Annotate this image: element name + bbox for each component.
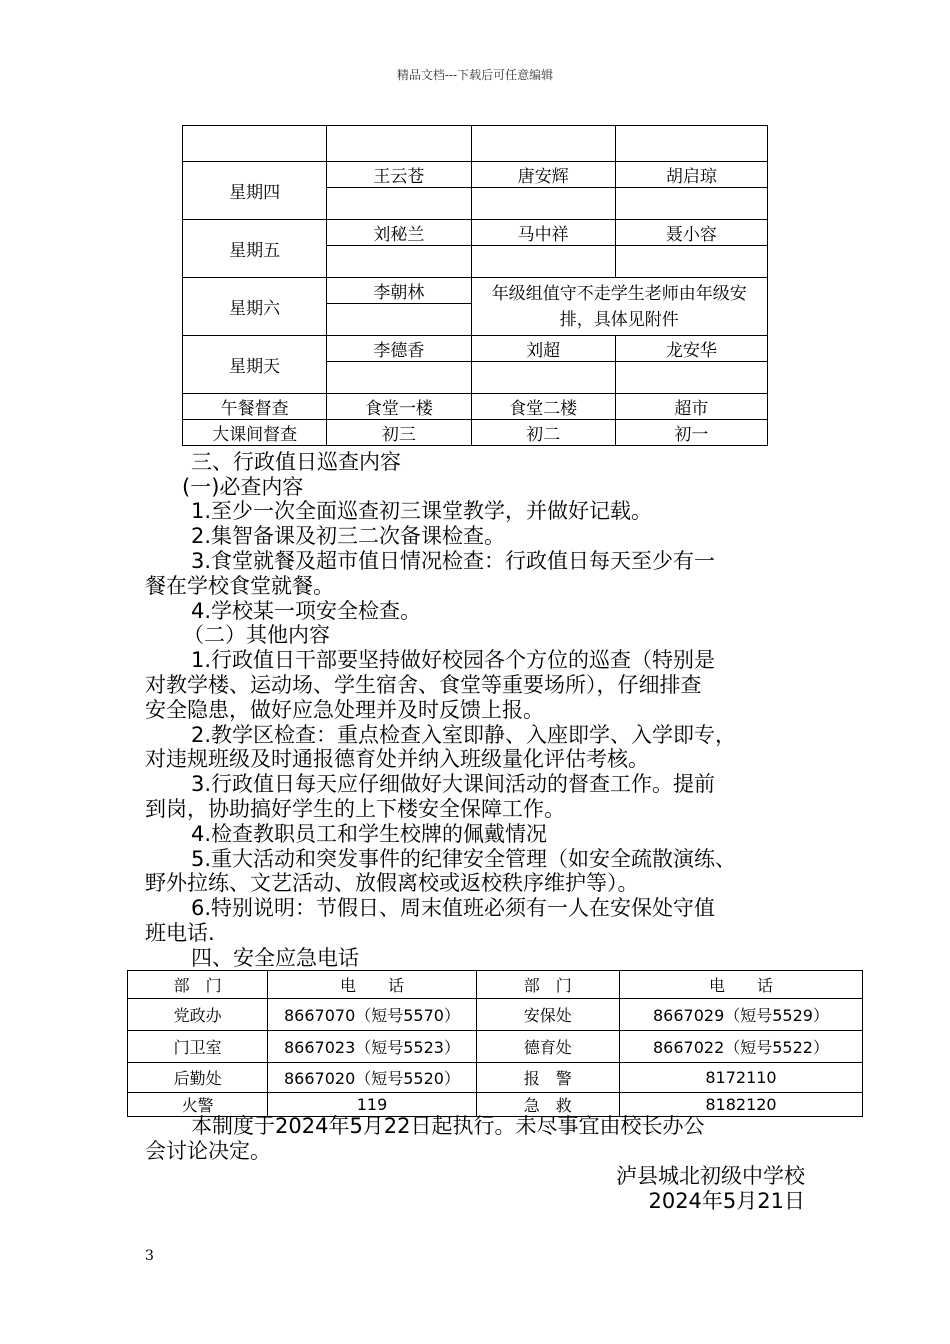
paragraph-line: 5.重大活动和突发事件的纪律安全管理（如安全疏散演练、 xyxy=(191,847,737,871)
recess-cell: 初一 xyxy=(615,420,767,446)
duty-schedule-table xyxy=(182,125,768,446)
table-cell xyxy=(471,362,615,394)
name-cell: 李德香 xyxy=(327,336,471,362)
department-cell: 报 警 xyxy=(476,1063,619,1093)
day-cell: 星期天 xyxy=(183,336,327,394)
table-cell xyxy=(183,126,327,162)
table-cell xyxy=(615,188,767,220)
table-cell xyxy=(615,126,767,162)
table-cell xyxy=(471,126,615,162)
table-row xyxy=(128,999,863,1031)
department-cell: 急 救 xyxy=(476,1093,619,1117)
table-cell xyxy=(615,362,767,394)
paragraph-line: 4.学校某一项安全检查。 xyxy=(191,599,422,623)
section-heading: 四、安全应急电话 xyxy=(191,946,359,970)
column-header: 部 门 xyxy=(128,971,268,999)
paragraph-line: 6.特别说明：节假日、周末值班必须有一人在安保处守值 xyxy=(191,896,716,920)
paragraph-line: 班电话. xyxy=(145,921,215,945)
paragraph-line: 餐在学校食堂就餐。 xyxy=(145,574,334,598)
table-row xyxy=(183,220,768,246)
paragraph-line: 对教学楼、运动场、学生宿舍、食堂等重要场所），仔细排查 xyxy=(145,673,702,697)
department-cell: 后勤处 xyxy=(128,1063,268,1093)
name-cell: 唐安辉 xyxy=(471,162,615,188)
recess-cell: 初二 xyxy=(471,420,615,446)
name-cell: 马中祥 xyxy=(471,220,615,246)
table-cell xyxy=(471,246,615,278)
closing-paragraph: 会讨论决定。 xyxy=(145,1139,271,1163)
table-cell xyxy=(327,304,471,336)
day-cell: 星期四 xyxy=(183,162,327,220)
paragraph-line: 2.教学区检查：重点检查入室即静、入座即学、入学即专， xyxy=(191,723,737,747)
day-cell: 星期六 xyxy=(183,278,327,336)
section-heading: 三、行政值日巡查内容 xyxy=(191,450,401,474)
lunch-cell: 超市 xyxy=(615,394,767,420)
name-cell: 胡启琼 xyxy=(615,162,767,188)
name-cell: 李朝林 xyxy=(327,278,471,304)
department-cell: 火警 xyxy=(128,1093,268,1117)
paragraph-line: 4.检查教职员工和学生校牌的佩戴情况 xyxy=(191,822,548,846)
table-row xyxy=(183,126,768,162)
recess-cell: 初三 xyxy=(327,420,471,446)
table-cell xyxy=(327,188,471,220)
paragraph-line: 1.行政值日干部要坚持做好校园各个方位的巡查（特别是 xyxy=(191,648,716,672)
department-cell: 门卫室 xyxy=(128,1031,268,1063)
page-number: 3 xyxy=(145,1248,154,1264)
table-row xyxy=(183,394,768,420)
paragraph-line: 野外拉练、文艺活动、放假离校或返校秩序维护等）。 xyxy=(145,871,639,895)
phone-cell: 8667023（短号5523） xyxy=(268,1031,476,1063)
table-cell xyxy=(615,246,767,278)
phone-cell: 8667070（短号5570） xyxy=(268,999,476,1031)
subsection-heading: （二）其他内容 xyxy=(183,623,330,647)
lunch-label: 午餐督查 xyxy=(183,394,327,420)
name-cell: 刘超 xyxy=(471,336,615,362)
phone-cell: 8182120 xyxy=(619,1093,862,1117)
paragraph-line: 安全隐患，做好应急处理并及时反馈上报。 xyxy=(145,698,544,722)
phone-cell: 8667020（短号5520） xyxy=(268,1063,476,1093)
name-cell: 刘秘兰 xyxy=(327,220,471,246)
name-cell: 王云苍 xyxy=(327,162,471,188)
table-header-row xyxy=(128,971,863,999)
department-cell: 安保处 xyxy=(476,999,619,1031)
name-cell: 聂小容 xyxy=(615,220,767,246)
subsection-heading: (一)必查内容 xyxy=(182,475,304,499)
lunch-cell: 食堂一楼 xyxy=(327,394,471,420)
table-row xyxy=(128,1063,863,1093)
day-cell: 星期五 xyxy=(183,220,327,278)
paragraph-line: 2.集智备课及初三二次备课检查。 xyxy=(191,524,506,548)
table-cell xyxy=(327,362,471,394)
table-row xyxy=(183,420,768,446)
paragraph-line: 3.食堂就餐及超市值日情况检查：行政值日每天至少有一 xyxy=(191,549,716,573)
name-cell: 龙安华 xyxy=(615,336,767,362)
table-cell xyxy=(327,126,471,162)
closing-paragraph: 本制度于2024年5月22日起执行。未尽事宜由校长办公 xyxy=(191,1114,705,1138)
column-header: 部 门 xyxy=(476,971,619,999)
column-header: 电 话 xyxy=(268,971,476,999)
recess-label: 大课间督查 xyxy=(183,420,327,446)
table-row xyxy=(183,278,768,304)
paragraph-line: 到岗，协助搞好学生的上下楼安全保障工作。 xyxy=(145,797,565,821)
column-header: 电 话 xyxy=(619,971,862,999)
saturday-note: 年级组值守不走学生老师由年级安排，具体见附件 xyxy=(471,278,768,336)
header-note: 精品文档---下载后可任意编辑 xyxy=(396,68,554,82)
paragraph-line: 对违规班级及时通报德育处并纳入班级量化评估考核。 xyxy=(145,747,649,771)
signature-school: 泸县城北初级中学校 xyxy=(616,1164,805,1188)
phone-cell: 8667029（短号5529） xyxy=(619,999,862,1031)
paragraph-line: 1.至少一次全面巡查初三课堂教学，并做好记载。 xyxy=(191,499,653,523)
table-cell xyxy=(327,246,471,278)
table-row xyxy=(183,162,768,188)
lunch-cell: 食堂二楼 xyxy=(471,394,615,420)
phone-cell: 119 xyxy=(268,1093,476,1117)
phone-cell: 8172110 xyxy=(619,1063,862,1093)
department-cell: 德育处 xyxy=(476,1031,619,1063)
emergency-phone-table xyxy=(127,970,863,1117)
table-row xyxy=(183,336,768,362)
signature-date: 2024年5月21日 xyxy=(648,1189,805,1213)
table-row xyxy=(128,1031,863,1063)
paragraph-line: 3.行政值日每天应仔细做好大课间活动的督查工作。提前 xyxy=(191,772,716,796)
department-cell: 党政办 xyxy=(128,999,268,1031)
phone-cell: 8667022（短号5522） xyxy=(619,1031,862,1063)
table-cell xyxy=(471,188,615,220)
